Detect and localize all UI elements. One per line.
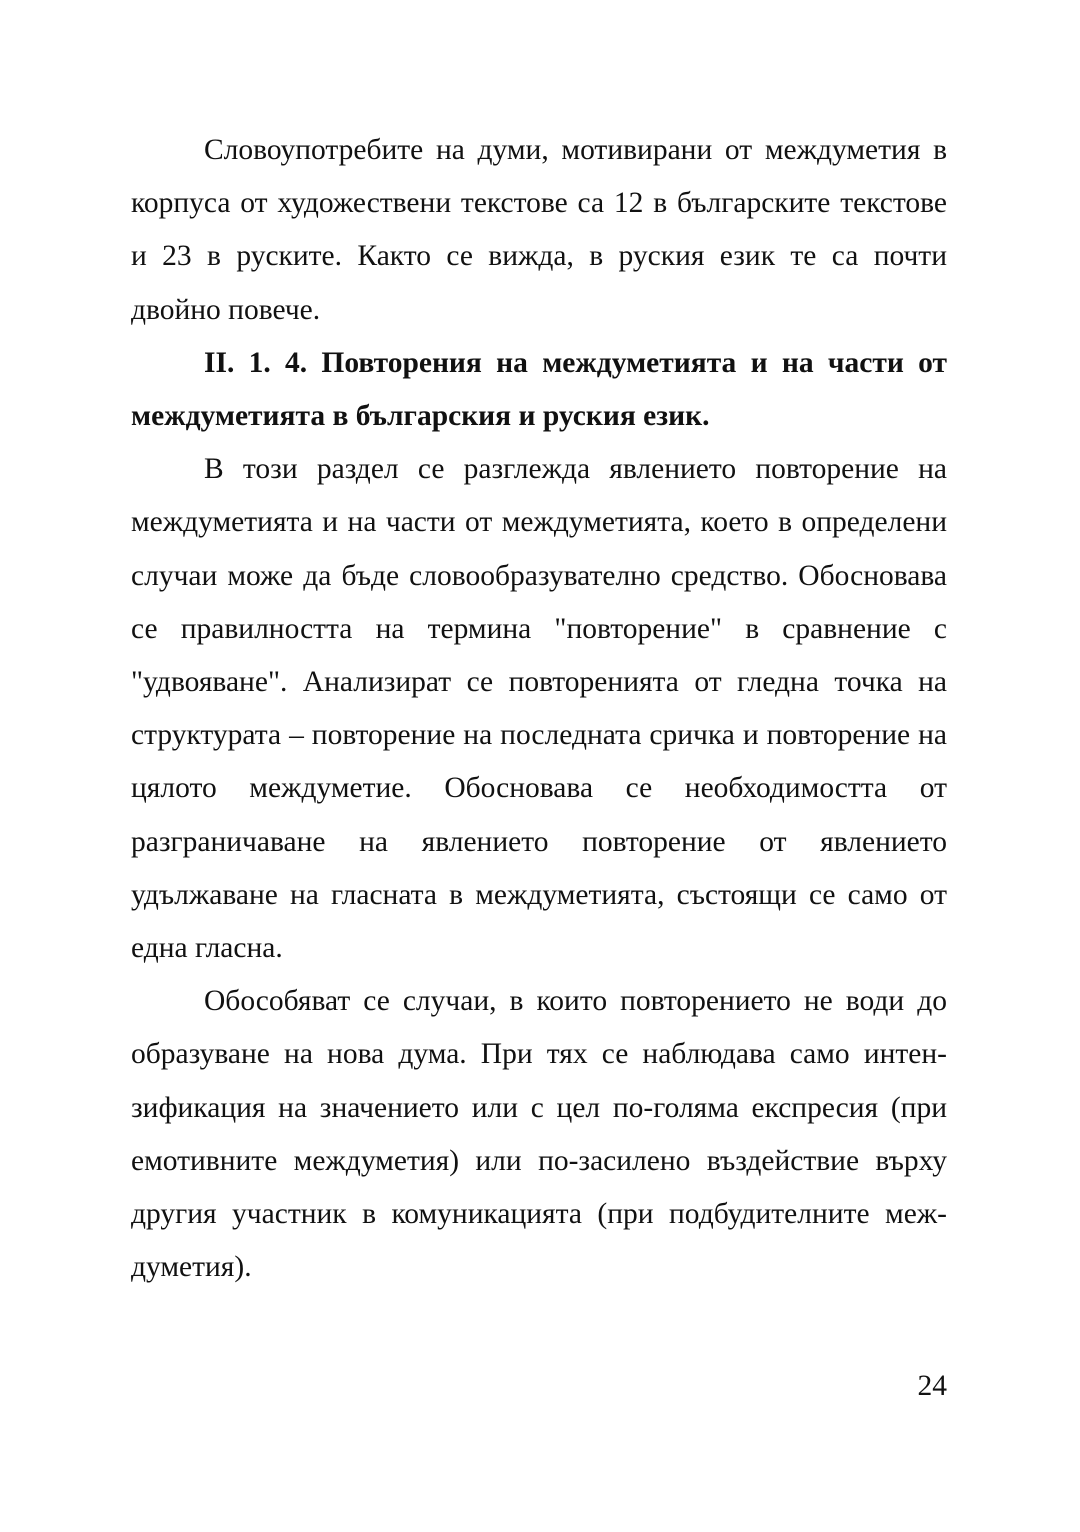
paragraph-repetition-overview: В този раздел се разглежда явлението повторение на междуметията и на части от междуметията, което в определени случаи може да бъде словообразувателно средство. Обосновава се правилността на термина "повторение" в сравнение с "удвояване". Анализират се повторенията от гледна точка на структурата – повторение на последната сричка и повторение на цялото междуметие. Обосновава се необходимостта от разграничаване на явлението повторение от явлението удължаване на гласната в междуметията, състоящи се само от една гласна. [131,453,947,965]
paragraph-word-usage: Словоупотребите на думи, мотивирани от междуметия в корпуса от художествени текстове са 12 в българските текстове и 23 в руските. Както се вижда, в руския език те са почти двойно повече. [131,134,947,326]
page-body [131,124,947,1294]
paragraph-intensification: Обособяват се случаи, в които повторението не води до образуване на нова дума. При тях се наблюдава само интензификация на значението или с цел по-голяма експресия (при емотивните междуметия) или по-засилено въздействие върху другия участник в комуникацията (при подбудителните междуметия). [131,985,947,1284]
section-heading: II. 1. 4. Повторения на междуметията и на части от междуметията в българския и руския език. [131,346,947,433]
page-number: 24 [917,1370,947,1402]
